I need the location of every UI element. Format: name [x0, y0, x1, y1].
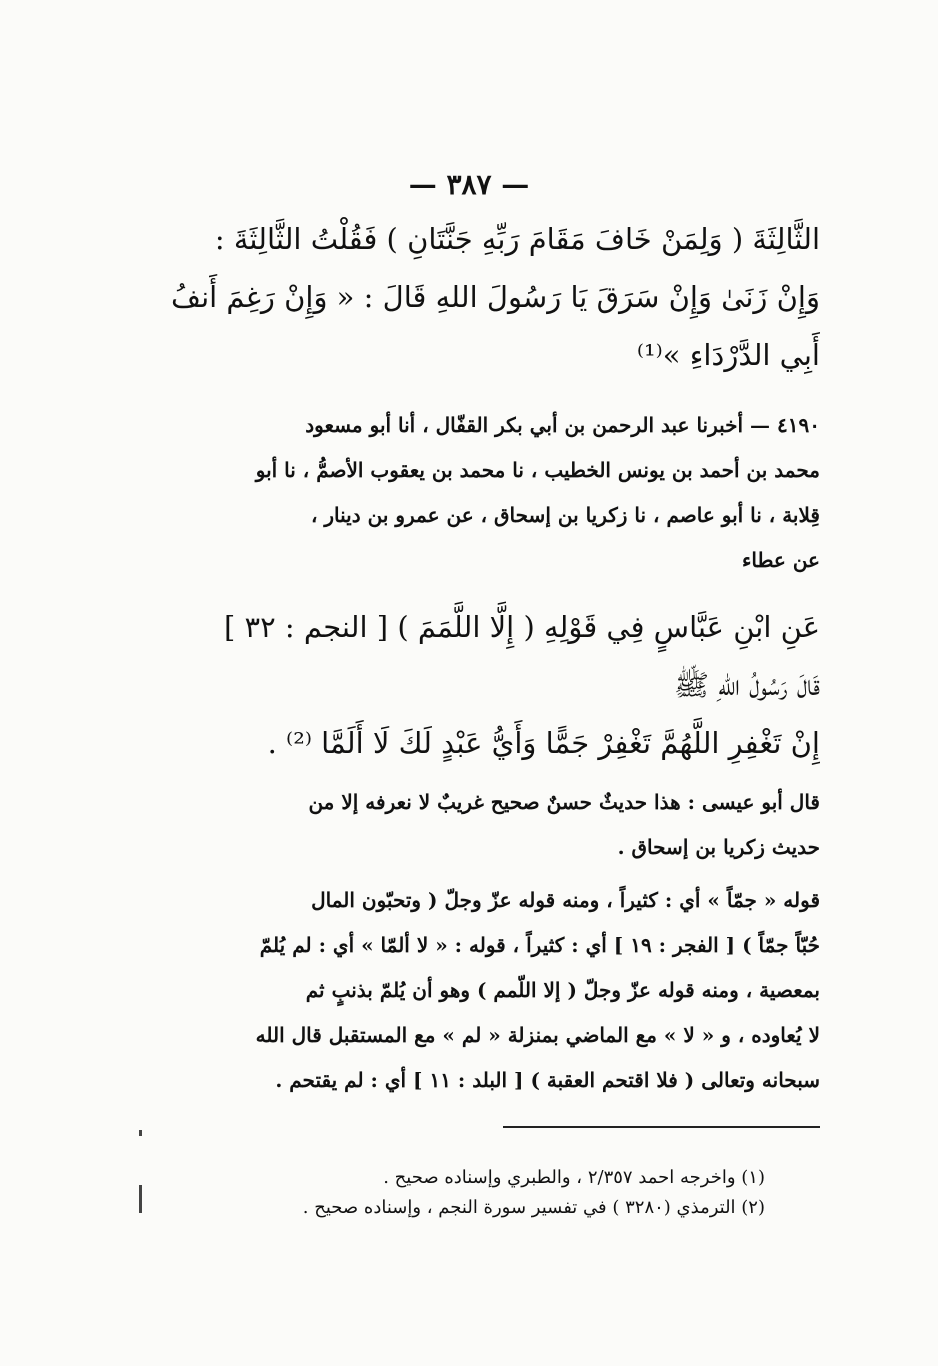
- text-line: عَنِ ابْنِ عَبَّاسٍ فِي قَوْلِهِ ( إِلَّا اللَّمَمَ ) [ النجم : ٣٢ ]: [224, 610, 820, 644]
- page-number: — ٣٨٧ —: [408, 168, 530, 201]
- text-line: قوله « جمّاً » أي : كثيراً ، ومنه قوله عزّ وجلّ ( وتحبّون المال: [311, 888, 820, 912]
- text-line: أَبِي الدَّرْدَاءِ »⁽¹⁾: [636, 338, 820, 372]
- text-line: بمعصية ، ومنه قوله عزّ وجلّ ( إلا اللّمم ) وهو أن يُلمّ بذنبٍ ثم: [305, 978, 820, 1002]
- text-line: إِنْ تَغْفِرِ اللَّهُمَّ تَغْفِرْ جَمًّا وَأَيُّ عَبْدٍ لَكَ لَا أَلَمَّا ⁽²⁾ .: [267, 726, 820, 760]
- explanation: [165, 878, 820, 1103]
- margin-mark: [139, 1130, 142, 1136]
- hadith-matn: [165, 598, 820, 772]
- text-line: وَإِنْ زَنَىٰ وَإِنْ سَرَقَ يَا رَسُولَ اللهِ قَالَ : « وَإِنْ رَغِمَ أَنفُ: [171, 280, 820, 314]
- text-line: قِلابة ، نا أبو عاصم ، نا زكريا بن إسحاق ، عن عمرو بن دينار ،: [310, 503, 820, 527]
- text-line: محمد بن أحمد بن يونس الخطيب ، نا محمد بن يعقوب الأصمُّ ، نا أبو: [255, 458, 820, 482]
- hadith-isnad: [165, 403, 820, 583]
- footnote-line: (١) واخرجه احمد ٢/٣٥٧ ، والطبري وإسناده صحيح .: [383, 1167, 765, 1188]
- text-line: قال أبو عيسى : هذا حديثٌ حسنٌ صحيح غريبٌ لا نعرفه إلا من: [308, 790, 820, 814]
- footnote-line: (٢) الترمذي (٣٢٨٠ ) في تفسير سورة النجم ، وإسناده صحيح .: [302, 1197, 765, 1218]
- margin-mark: [139, 1185, 142, 1213]
- text-line: عن عطاء: [742, 548, 820, 572]
- footnote-divider: [503, 1126, 820, 1128]
- text-line: ٤١٩٠ — أخبرنا عبد الرحمن بن أبي بكر القفّال ، أنا أبو مسعود: [305, 413, 820, 437]
- text-line: لا يُعاوده ، و « لا » مع الماضي بمنزلة « لم » مع المستقبل قال الله: [255, 1023, 820, 1047]
- text-line: حُبّاً جمّاً ) [ الفجر : ١٩ ] أي : كثيراً ، قوله : « لا ألمّا » أي : لم يُلمّ: [259, 933, 820, 957]
- text-line: قَالَ رَسُولُ اللهِ ﷺ: [674, 668, 820, 702]
- text-line: سبحانه وتعالى ( فلا اقتحم العقبة ) [ البلد : ١١ ] أي : لم يقتحم .: [275, 1068, 820, 1092]
- text-line: الثَّالِثَةَ ( وَلِمَنْ خَافَ مَقَامَ رَبِّهِ جَنَّتَانِ ) فَقُلْتُ الثَّالِثَةَ :: [214, 222, 820, 256]
- verse-block: [165, 210, 820, 384]
- text-line: حديث زكريا بن إسحاق .: [617, 835, 820, 859]
- footnotes: [185, 1163, 765, 1223]
- tirmidhi-comment: [165, 780, 820, 870]
